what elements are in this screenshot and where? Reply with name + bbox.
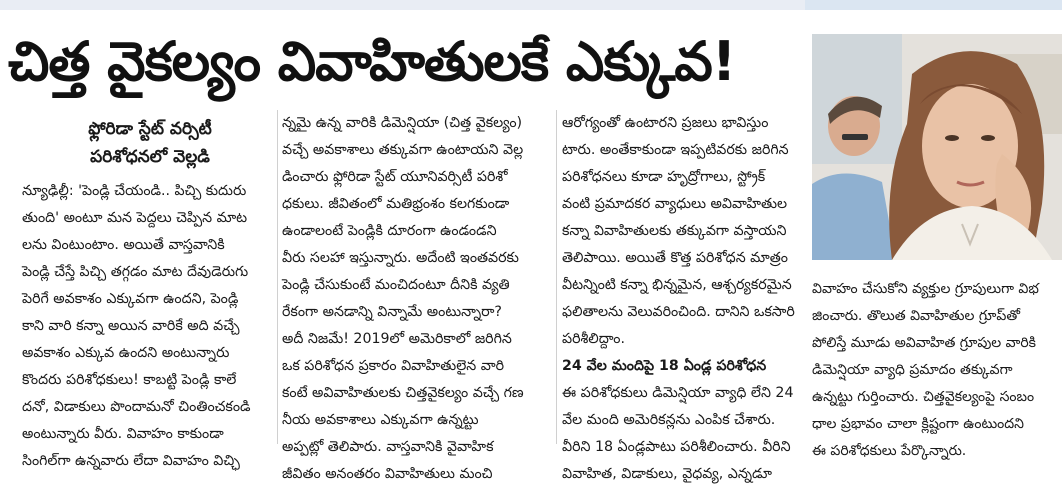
article-line: డిమెన్షియా వ్యాధి ప్రమాదం తక్కువగా [812,362,1013,378]
article-line: ధాల ప్రభావం చాలా క్లిష్టంగా ఉంటుందని [812,416,1024,432]
article-line: అదీ నిజమే! 2019లో అమెరికాలో జరిగిన [282,331,512,347]
article-column-2 [282,110,552,482]
article-line: పరిశీలిద్దాం. [562,331,626,347]
article-line: పోలిస్తే మూడు అవివాహిత గ్రూపుల వారికి [812,335,1036,351]
article-line: కంటే అవివాహితులకు చిత్తవైకల్యం వచ్చే గణ [282,385,524,401]
article-line: సింగిల్‌గా ఉన్నవారు లేదా వివాహం విచ్ఛి [22,453,240,469]
article-line: వివాహం చేసుకోని వ్యక్తుల గ్రూపులుగా విభ [812,281,1039,297]
article-line: వచ్చే అవకాశాలు తక్కువగా ఉంటాయని వెల్ల [282,142,524,158]
article-line: పెండ్లి చేస్తే పిచ్చి తగ్గడం మాట దేవుడెరుగు [22,264,249,280]
subhead-line-2: పరిశోధనలో వెల్లడి [90,147,210,167]
article-line: ఉండాలంటే పెండ్లికి దూరంగా ఉండండని [282,223,497,239]
article-line: ఆరోగ్యంతో ఉంటారని ప్రజలు భావిస్తుం [562,115,769,131]
article-column-4 [812,276,1062,459]
article-line: పరిశోధనలు కూడా హృద్రోగాలు, స్ట్రోక్ [562,169,766,185]
article-line: దనో, విడాకులు పొందామనో చింతించకండి [22,399,251,415]
article-line: వీటన్నింటి కన్నా భిన్నమైన, ఆశ్చర్యకరమైన [562,277,792,293]
article-line: కొందరు పరిశోధకులు! కాబట్టి పెండ్లి కాలే [22,372,237,388]
article-line: ఈ పరిశోధకులు డిమెన్షియా వ్యాధి లేని 24 [562,385,794,401]
top-rule [0,0,1062,10]
article-line: వీరిని 18 ఏండ్లపాటు పరిశీలించారు. వీరిని [562,439,791,455]
article-line: కన్నా వివాహితులకు తక్కువగా వస్తాయని [562,223,787,239]
article-column-3 [562,110,804,482]
article-line: డించారు ఫ్లోరిడా స్టేట్ యూనివర్సిటీ పరిశో [282,169,508,185]
article-line: న్యూఢిల్లీ: 'పెండ్లి చేయండి.. పిచ్చి కుదురు [22,183,247,199]
article-line: వీరు సలహా ఇస్తున్నారు. అదేంటి ఇంతవరకు [282,250,519,266]
article-line: లను వింటుంటాం. అయితే వాస్తవానికి [22,237,225,253]
article-line: వివాహిత, విడాకులు, వైధవ్య, ఎన్నడూ [562,466,772,482]
top-band [805,0,1062,10]
article-line: న్నమై ఉన్న వారికి డిమెన్షియా (చిత్త వైకల్యం) [282,115,523,131]
article-line: తుంది' అంటూ మన పెద్దలు చెప్పిన మాట [22,210,248,226]
article-line: పెరిగే అవకాశం ఎక్కువగా ఉందని, పెండ్లి [22,291,239,307]
article-column-1 [22,178,270,469]
article-line: వంటి ప్రమాదకర వ్యాధులు అవివాహితుల [562,196,788,212]
photo-illustration [812,34,1062,260]
article-line: తెలిపాయి. అయితే కొత్త పరిశోధన మాత్రం [562,250,788,266]
subhead-line-1: ఫ్లోరిడా స్టేట్ వర్సిటీ [88,119,212,139]
article-line: పెండ్లి చేసుకుంటే మంచిదంటూ దీనికి వ్యతి [282,277,510,293]
column-divider [277,110,278,444]
article-line: ఫలితాలను వెలువరించింది. దానిని ఒకసారి [562,304,795,320]
article-line: ఒక పరిశోధన ప్రకారం వివాహితులైన వారి [282,358,504,374]
headline: చిత్త వైకల్యం వివాహితులకే ఎక్కువ! [8,30,736,93]
article-line: అప్పట్లో తెలిపారు. వాస్తవానికి వైవాహిక [282,439,494,455]
article-line: ఈ పరిశోధకులు పేర్కొన్నారు. [812,443,967,459]
article-line: ఉన్నట్టు గుర్తించారు. చిత్తవైకల్యంపై సంబం [812,389,1035,405]
article-line: అంటున్నారు వీరు. వివాహం కాకుండా [22,426,224,442]
article-line: వేల మంది అమెరికన్లను ఎంపిక చేశారు. [562,412,776,428]
article-line: జించారు. తొలుత వివాహితుల గ్రూప్‌తో [812,308,1021,324]
article-line: కాని వారి కన్నా అయిన వారికే అది వచ్చే [22,318,240,334]
article-line: టారు. అంతేకాకుండా ఇప్పటివరకు జరిగిన [562,142,789,158]
article-line: జీవితం అనంతరం వివాహితులు మంచి [282,466,493,482]
article-line: 24 వేల మందిపై 18 ఏండ్ల పరిశోధన [562,358,767,374]
article-line: నీయ అవకాశాలు ఎక్కువగా ఉన్నట్టు [282,412,479,428]
article-line: అవకాశం ఎక్కువ ఉందని అంటున్నారు [22,345,230,361]
article-line: రేకంగా అనడాన్ని విన్నామే అంటున్నారా? [282,304,502,320]
article-line: ధకులు. జీవితంలో మతిభ్రంశం కలగకుండా [282,196,510,212]
column-divider [556,110,557,444]
couple-photo [812,34,1062,260]
